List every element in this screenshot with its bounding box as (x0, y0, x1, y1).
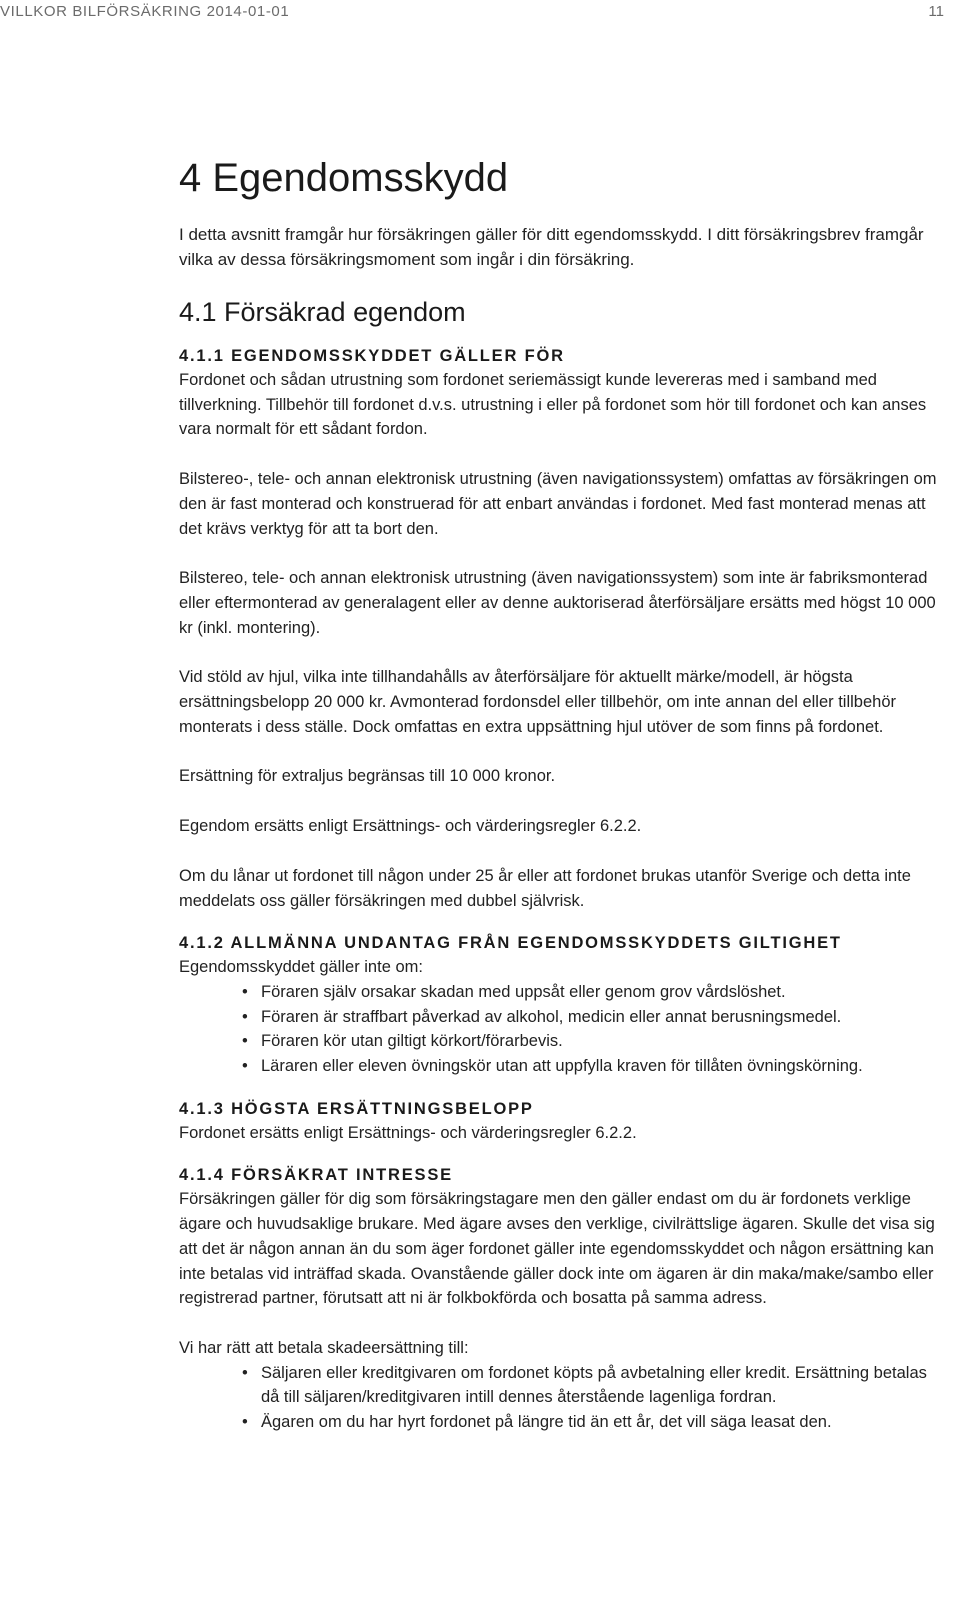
document-body (179, 152, 949, 1435)
list-item: • Läraren eller eleven övningskör utan att uppfylla kraven för tillåten övningskörning. (242, 1054, 949, 1079)
paragraph: Vi har rätt att betala skadeersättning till: (179, 1338, 469, 1357)
exclusion-list (179, 980, 949, 1079)
heading-4-1-1: 4.1.1 EGENDOMSSKYDDET GÄLLER FÖR (179, 347, 565, 365)
bullet-icon: • (242, 1032, 248, 1051)
paragraph: Egendomsskyddet gäller inte om: (179, 958, 423, 977)
heading-4-1-4: 4.1.4 FÖRSÄKRAT INTRESSE (179, 1166, 453, 1185)
list-item: • Föraren själv orsakar skadan med uppsåt eller genom grov vårdslöshet. (242, 980, 949, 1005)
bullet-icon: • (242, 982, 248, 1001)
bullet-icon: • (242, 1413, 248, 1432)
paragraph: Bilstereo, tele- och annan elektronisk utrustning (även navigationssystem) som inte är fabriksmonterad eller eftermonterad av generalagent eller av denne auktoriserad återförsäljare ersätts med högst 10 000 kr (inkl. montering). (179, 569, 936, 637)
bullet-icon: • (242, 1363, 248, 1382)
list-item: • Föraren kör utan giltigt körkort/förarbevis. (242, 1029, 949, 1054)
heading-4-1-3: 4.1.3 HÖGSTA ERSÄTTNINGSBELOPP (179, 1099, 534, 1118)
running-header: VILLKOR BILFÖRSÄKRING 2014-01-01 (0, 3, 290, 20)
list-item: • Ägaren om du har hyrt fordonet på längre tid än ett år, det vill säga leasat den. (242, 1410, 949, 1435)
heading-4-1-2: 4.1.2 ALLMÄNNA UNDANTAG FRÅN EGENDOMSSKYDDETS GILTIGHET (179, 934, 842, 953)
payee-list (179, 1361, 949, 1435)
paragraph: Egendom ersätts enligt Ersättnings- och värderingsregler 6.2.2. (179, 817, 642, 836)
paragraph: Försäkringen gäller för dig som försäkringstagare men den gäller endast om du är fordonets verklige ägare och huvudsaklige brukare. Med ägare avses den verklige, civilrättslige ägaren. Skulle det visa sig att det är någon annan än du som äger fordonet gäller inte egendomsskyddet och någon ersättning kan inte betalas vid inträffad skada. Ovanstående gäller dock inte om ägaren är din maka/make/sambo eller registrerad partner, förutsatt att ni är folkbokförda och bosatta på samma adress. (179, 1190, 935, 1308)
paragraph: Fordonet ersätts enligt Ersättnings- och värderingsregler 6.2.2. (179, 1123, 637, 1142)
paragraph: Fordonet och sådan utrustning som fordonet seriemässigt kunde levereras med i samband med tillverkning. Tillbehör till fordonet d.v.s. utrustning i eller på fordonet som hör till fordonet och kan anses vara normalt för ett sådant fordon. (179, 371, 927, 439)
paragraph: Ersättning för extraljus begränsas till 10 000 kronor. (179, 767, 556, 786)
paragraph: Bilstereo-, tele- och annan elektronisk utrustning (även navigationssystem) omfattas av försäkringen om den är fast monterad och konstruerad för att enbart användas i fordonet. Med fast monterad menas att det krävs verktyg för att ta bort den. (179, 470, 937, 538)
bullet-icon: • (242, 1057, 248, 1076)
bullet-icon: • (242, 1007, 248, 1026)
subsection-title: 4.1 Försäkrad egendom (179, 297, 466, 327)
list-item: • Föraren är straffbart påverkad av alkohol, medicin eller annat berusningsmedel. (242, 1005, 949, 1030)
section-intro: I detta avsnitt framgår hur försäkringen gäller för ditt egendomsskydd. I ditt försäkringsbrev framgår vilka av dessa försäkringsmoment som ingår i din försäkring. (179, 225, 924, 269)
list-item: • Säljaren eller kreditgivaren om fordonet köpts på avbetalning eller kredit. Ersättning betalas då till säljaren/kreditgivaren intill dennes återstående lagenliga fordran. (242, 1361, 949, 1410)
page-number: 11 (928, 3, 944, 20)
paragraph: Om du lånar ut fordonet till någon under 25 år eller att fordonet brukas utanför Sverige och detta inte meddelats oss gäller försäkringen med dubbel självrisk. (179, 866, 911, 910)
section-title: 4 Egendomsskydd (179, 156, 509, 200)
paragraph: Vid stöld av hjul, vilka inte tillhandahålls av återförsäljare för aktuellt märke/modell, är högsta ersättningsbelopp 20 000 kr. Avmonterad fordonsdel eller tillbehör, om inte annan del eller tillbehör monterats i dess ställe. Dock omfattas en extra uppsättning hjul utöver de som finns på fordonet. (179, 668, 896, 736)
